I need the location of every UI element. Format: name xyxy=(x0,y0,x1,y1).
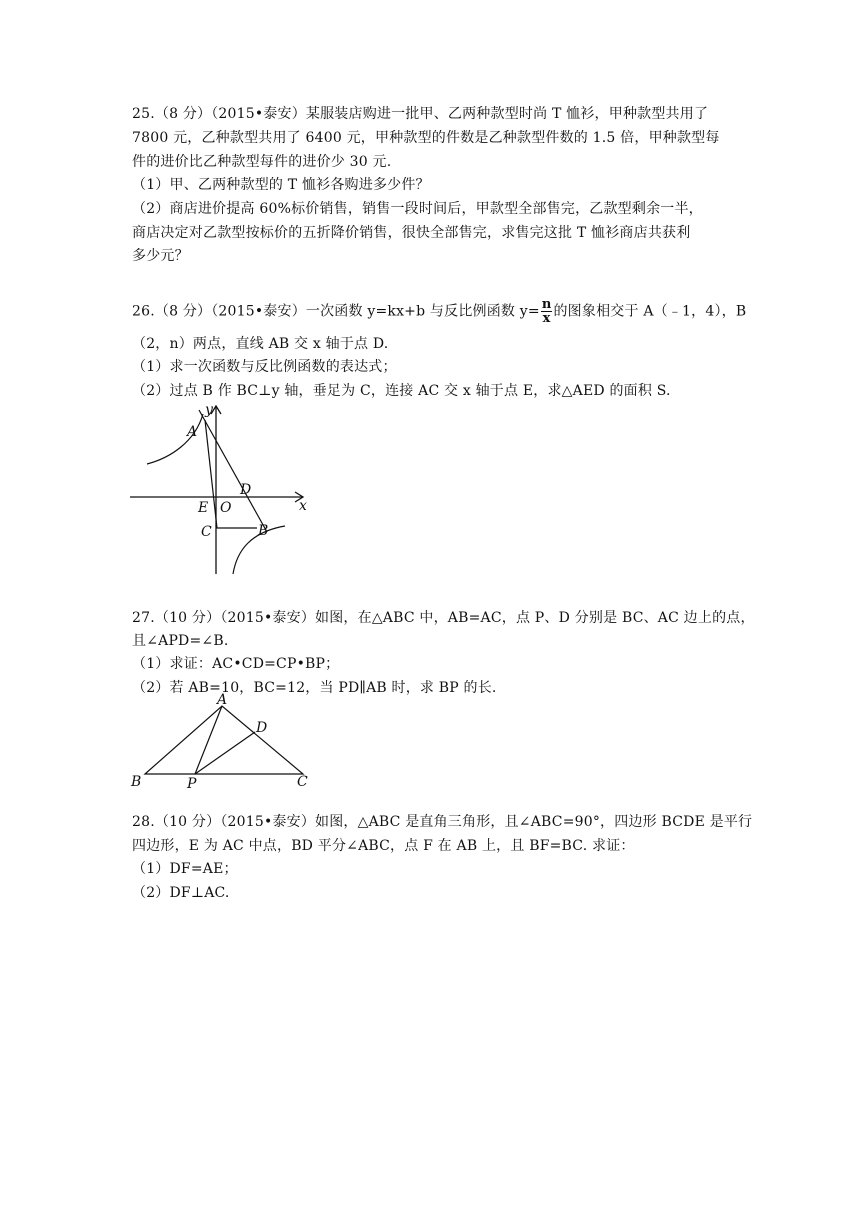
label-b: B xyxy=(131,774,142,790)
label-a: A xyxy=(187,424,198,440)
q25-part-1: （1）甲、乙两种款型的 T 恤衫各购进多少件？ xyxy=(132,177,430,193)
label-b: B xyxy=(258,523,269,539)
label-c: C xyxy=(297,774,308,790)
q25-line-2: 7800 元，乙种款型共用了 6400 元，甲种款型的件数是乙种款型件数的 1.5 倍，甲种款型每 xyxy=(132,130,720,146)
fraction-n-over-x xyxy=(541,298,553,325)
q27-part-1: （1）求证：AC•CD=CP•BP； xyxy=(132,656,340,672)
q28-part-2: （2）DF⊥AC. xyxy=(132,885,230,901)
q25-line-1: 25.（8 分）（2015•泰安）某服装店购进一批甲、乙两种款型时尚 T 恤衫，甲种款型共用了 xyxy=(132,106,709,122)
q25-part-2: （2）商店进价提高 60%标价销售，销售一段时间后，甲款型全部售完，乙款型剩余一半， xyxy=(132,201,703,217)
q26-figure xyxy=(125,402,315,580)
q26-text-after-fraction: 的图象相交于 A（﹣1，4），B xyxy=(553,303,747,320)
q28-line-1: 28.（10 分）（2015•泰安）如图，△ABC 是直角三角形，且∠ABC=90°，四边形 BCDE 是平行 xyxy=(132,814,753,830)
label-c: C xyxy=(201,524,212,540)
label-p: P xyxy=(187,776,197,792)
fraction-denominator: x xyxy=(542,311,551,326)
segment-pd xyxy=(195,732,255,774)
label-x: x xyxy=(299,498,307,514)
label-o: O xyxy=(220,500,232,516)
triangle-abc xyxy=(145,706,303,774)
q25-line-7: 多少元？ xyxy=(132,248,189,264)
fraction-numerator: n xyxy=(541,297,552,312)
q25-line-3: 件的进价比乙种款型每件的进价少 30 元. xyxy=(132,154,392,170)
q28-line-2: 四边形，E 为 AC 中点，BD 平分∠ABC，点 F 在 AB 上，且 BF=BC. 求证： xyxy=(132,838,635,854)
line-ab xyxy=(199,410,267,532)
q26-text-before-fraction: 26.（8 分）（2015•泰安）一次函数 y=kx+b 与反比例函数 y= xyxy=(132,303,540,320)
label-y: y xyxy=(205,402,213,418)
q27-line-1: 27.（10 分）（2015•泰安）如图，在△ABC 中，AB=AC，点 P、D 分别是 BC、AC 边上的点， xyxy=(132,610,755,626)
q27-figure xyxy=(125,692,315,792)
segment-ap xyxy=(195,706,222,774)
label-d: D xyxy=(256,720,268,736)
label-d: D xyxy=(240,482,252,498)
q27-part-2: （2）若 AB=10，BC=12，当 PD∥AB 时，求 BP 的长. xyxy=(132,680,497,696)
q26-part-1: （1）求一次函数与反比例函数的表达式； xyxy=(132,359,397,375)
q26-part-2: （2）过点 B 作 BC⊥y 轴，垂足为 C，连接 AC 交 x 轴于点 E，求△AED 的面积 S. xyxy=(132,383,671,399)
label-e: E xyxy=(198,500,209,516)
q26-line-2: （2，n）两点，直线 AB 交 x 轴于点 D. xyxy=(132,336,389,352)
q25-line-6: 商店决定对乙款型按标价的五折降价销售，很快全部售完，求售完这批 T 恤衫商店共获利 xyxy=(132,225,691,241)
q27-line-2: 且∠APD=∠B. xyxy=(132,633,229,649)
q28-part-1: （1）DF=AE； xyxy=(132,861,238,877)
q26-line-1 xyxy=(132,298,746,325)
label-a: A xyxy=(217,692,228,708)
